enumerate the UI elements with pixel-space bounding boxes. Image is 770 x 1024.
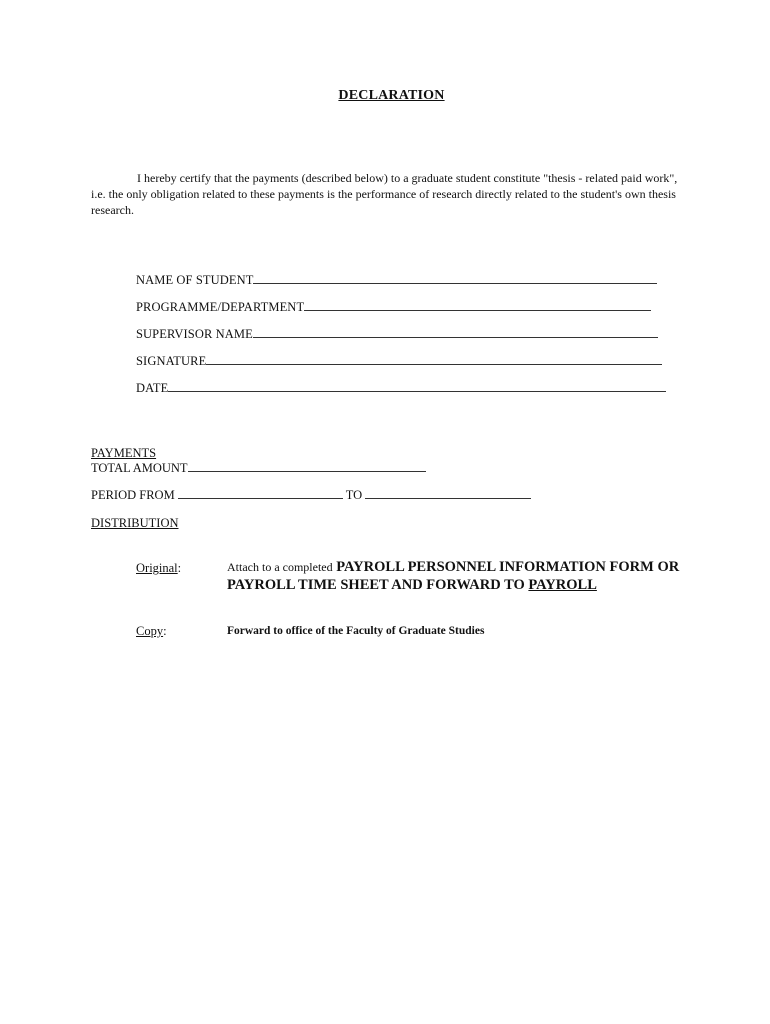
period-to-label: TO <box>345 488 363 502</box>
programme-department-line[interactable] <box>304 298 651 311</box>
student-name-field[interactable] <box>136 271 657 288</box>
original-instructions <box>227 558 697 594</box>
date-line[interactable] <box>168 379 666 392</box>
document-title: DECLARATION <box>338 88 445 103</box>
period-field <box>91 487 531 503</box>
original-label: Original <box>136 561 178 575</box>
copy-instructions: Forward to office of the Faculty of Graduate Studies <box>227 625 485 637</box>
period-to-line[interactable] <box>365 487 531 499</box>
original-label-group <box>136 561 181 576</box>
student-name-line[interactable] <box>253 271 657 284</box>
supervisor-name-label: SUPERVISOR NAME <box>136 327 253 341</box>
original-bold-text: PAYROLL PERSONNEL INFORMATION FORM OR PAYROLL TIME SHEET AND FORWARD TO <box>227 559 680 593</box>
student-name-label: NAME OF STUDENT <box>136 273 254 287</box>
programme-department-label: PROGRAMME/DEPARTMENT <box>136 300 305 314</box>
copy-label: Copy <box>136 624 164 638</box>
programme-department-field[interactable] <box>136 298 651 315</box>
original-payroll: PAYROLL <box>528 577 597 593</box>
total-amount-field[interactable] <box>91 460 426 475</box>
signature-field[interactable] <box>136 352 662 369</box>
certification-paragraph <box>91 170 681 218</box>
signature-label: SIGNATURE <box>136 354 207 368</box>
original-colon: : <box>177 561 182 575</box>
copy-colon: : <box>163 624 167 638</box>
payments-heading: PAYMENTS <box>91 446 157 460</box>
total-amount-line[interactable] <box>188 460 426 472</box>
period-from-label: PERIOD FROM <box>91 488 175 502</box>
certification-text: I hereby certify that the payments (described below) to a graduate student constitute "thesis - related paid work", i.e. the only obligation related to these payments is the performance of research directly related to the student's own thesis research. <box>91 171 678 217</box>
supervisor-name-line[interactable] <box>253 325 658 338</box>
payments-section <box>91 446 426 475</box>
original-prefix: Attach to a completed <box>227 560 333 574</box>
distribution-heading: DISTRIBUTION <box>91 516 179 530</box>
date-label: DATE <box>136 381 169 395</box>
total-amount-label: TOTAL AMOUNT <box>91 461 188 475</box>
date-field[interactable] <box>136 379 666 396</box>
supervisor-name-field[interactable] <box>136 325 658 342</box>
copy-label-group <box>136 624 167 639</box>
period-from-line[interactable] <box>178 487 343 499</box>
signature-line[interactable] <box>206 352 662 365</box>
